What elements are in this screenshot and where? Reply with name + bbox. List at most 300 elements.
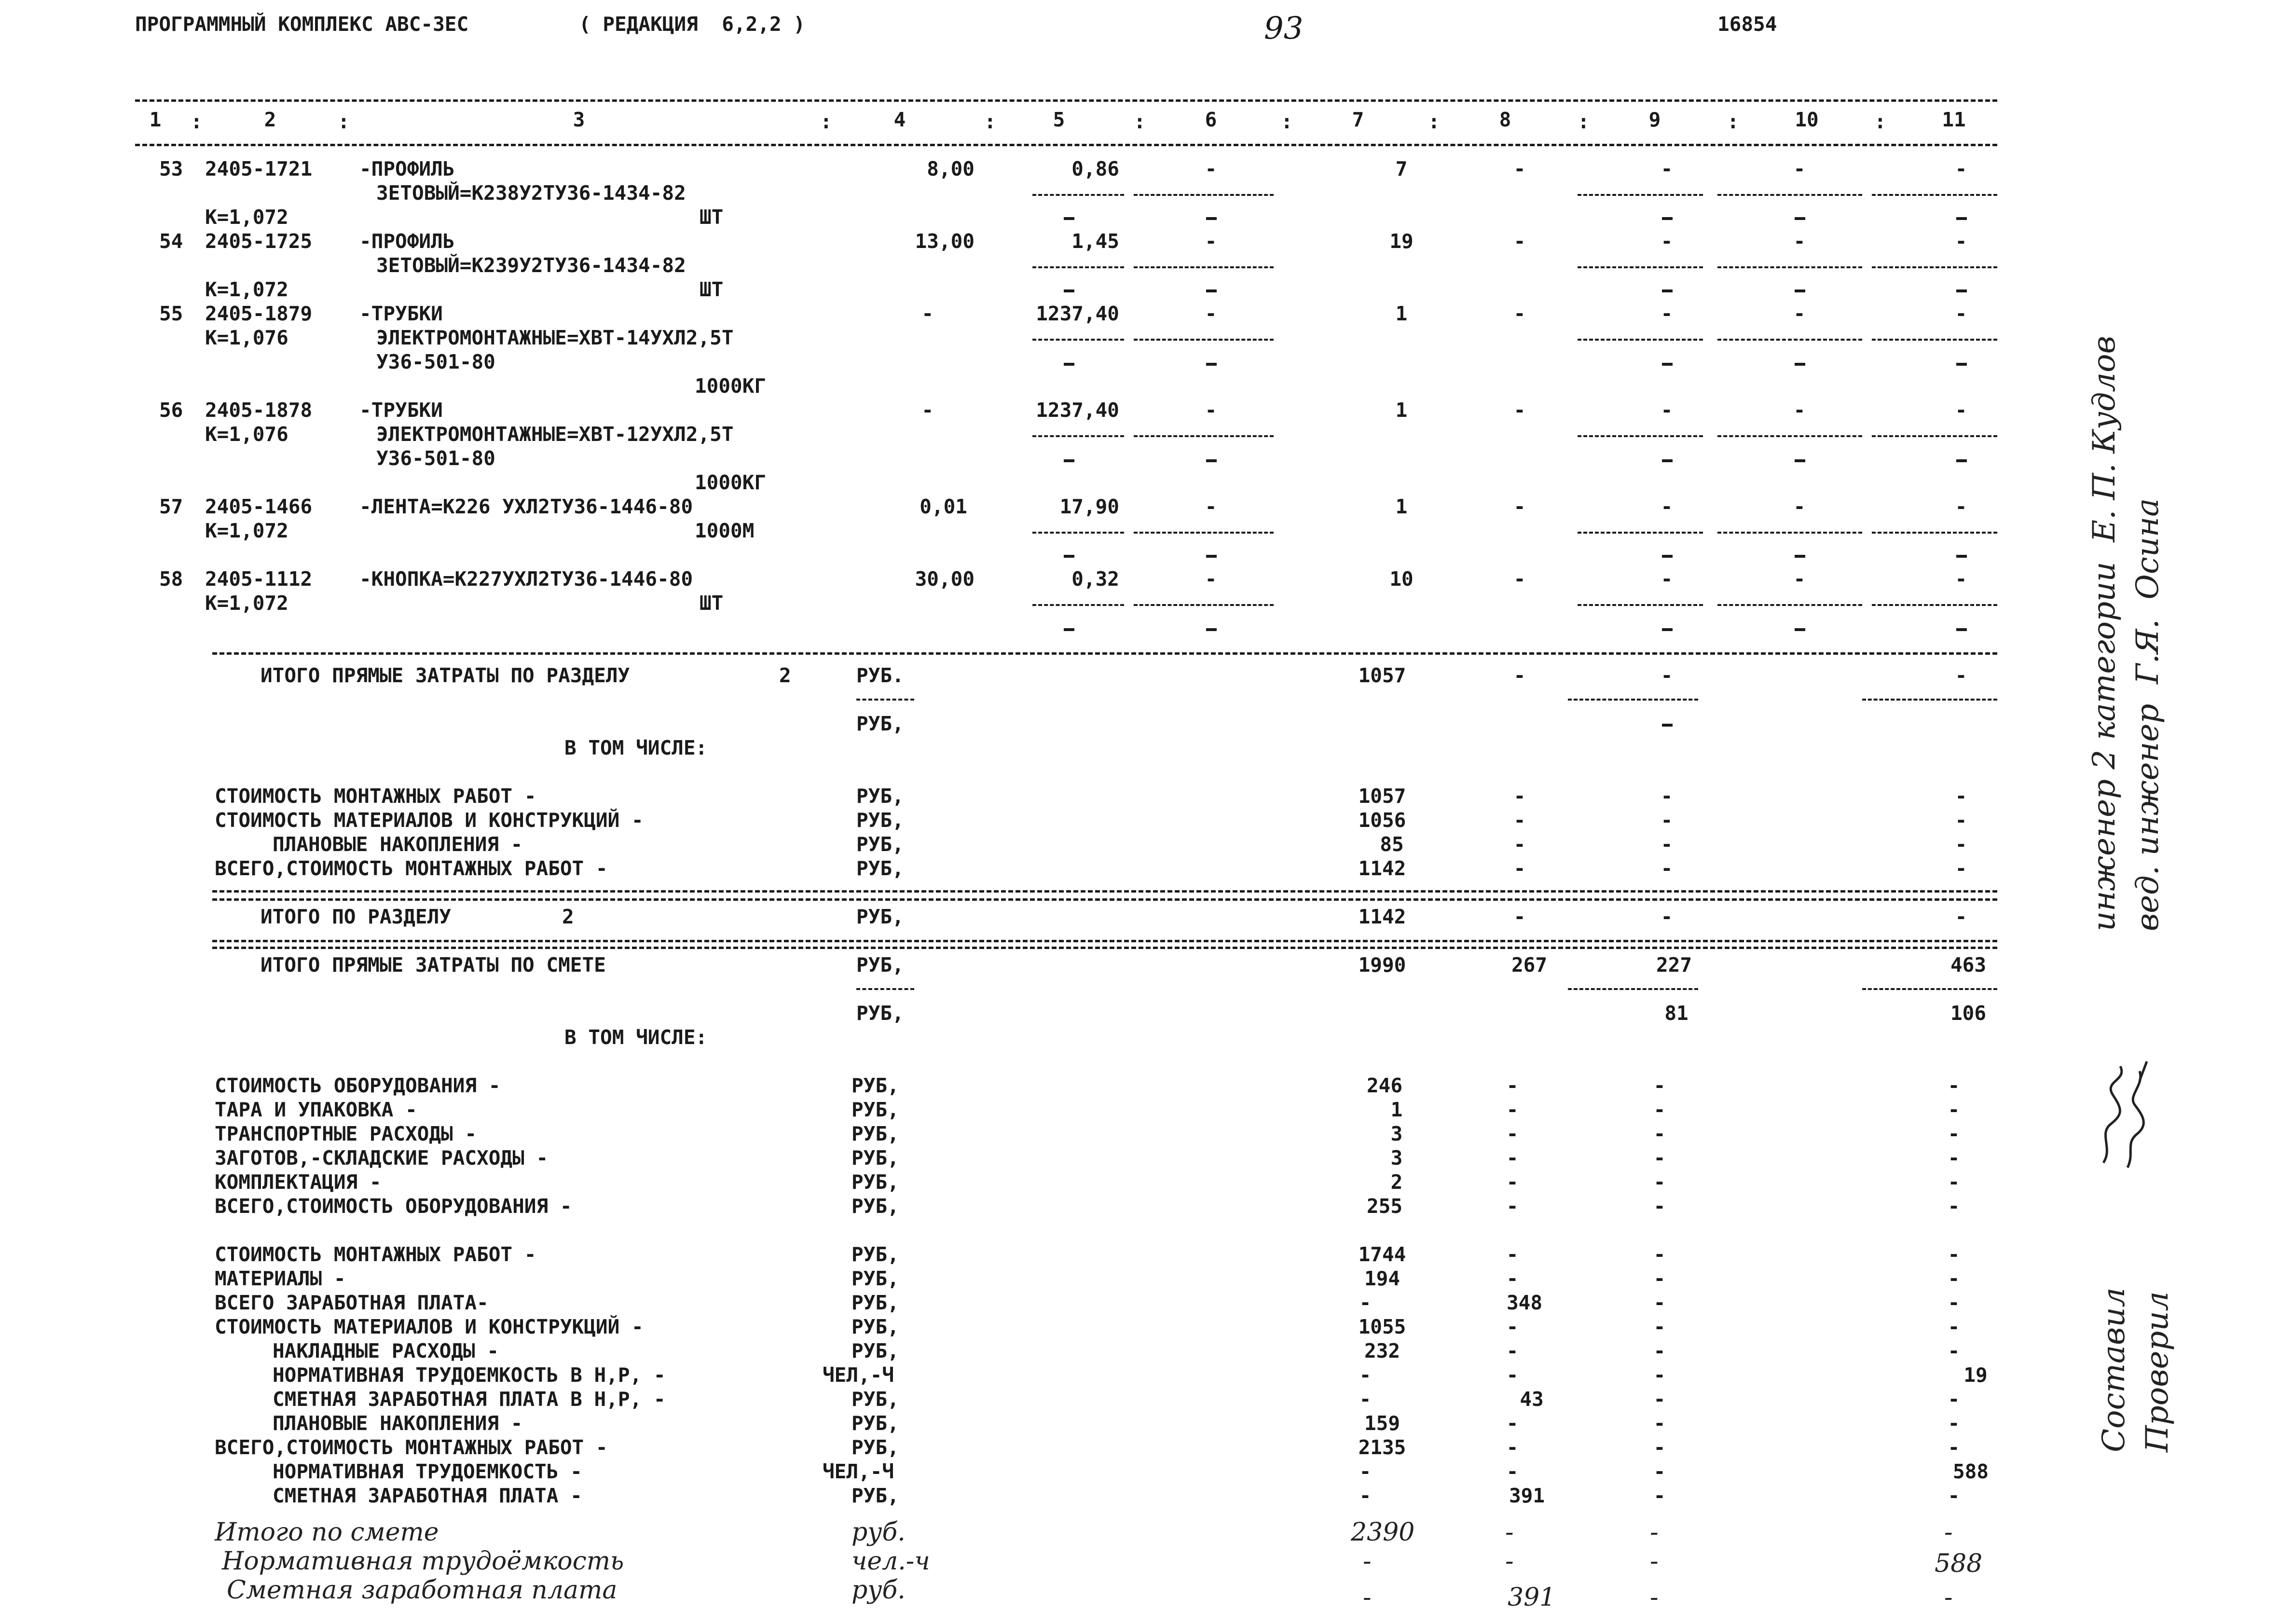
works-row-unit: РУБ, [851,1291,899,1314]
handwritten-row-label: Нормативная трудоёмкость [222,1547,624,1576]
section-row-label: СТОИМОСТЬ МОНТАЖНЫХ РАБОТ - [215,784,536,808]
cell-dash: - [1955,399,1967,422]
engineer-signature-line: инженер 2 категории Е. П. Кудлов [2087,336,2122,931]
works-row-c7: 2135 [1358,1436,1406,1459]
unit-rub: РУБ, [856,712,904,735]
cell-dash-mark [1956,628,1967,631]
cell-dash: - [1205,302,1217,325]
signature-mark [2094,1052,2152,1172]
works-row-label: НОРМАТИВНАЯ ТРУДОЕМКОСТЬ В Н,Р, - [273,1363,666,1387]
works-row-c8: - [1506,1267,1519,1290]
col-header-3: 3 [573,108,585,131]
cell-dash-mark [1795,628,1805,631]
works-row-c7: 159 [1364,1412,1400,1435]
estimate-direct-label: ИТОГО ПРЯМЫЕ ЗАТРАТЫ ПО СМЕТЕ [261,953,606,977]
cell-dash: - [1948,1170,1960,1194]
works-row-label: МАТЕРИАЛЫ - [215,1267,346,1290]
unit-rub: РУБ, [851,1170,899,1194]
works-row-unit: РУБ, [851,1484,899,1507]
cell-dash: - [1653,1363,1666,1387]
works-row-c8: - [1506,1243,1519,1266]
handwritten-row-c11: - [1944,1583,1953,1612]
cell-dash: - [1955,833,1967,856]
works-row-unit: ЧЕЛ,-Ч [823,1460,894,1483]
cell-dash: - [1661,495,1673,518]
sub-rule [856,699,914,701]
handwritten-row-unit: руб. [851,1518,906,1547]
works-row-c8: - [1506,1412,1519,1435]
item-price: 1237,40 [1036,302,1119,325]
col-header-8: 8 [1499,108,1511,131]
item-coefficient: К=1,076 [205,326,288,349]
sub-rule [1578,532,1703,534]
cell-dash: - [1661,230,1673,253]
item-name: -ТРУБКИ [359,399,443,422]
section-direct-label: ИТОГО ПРЯМЫЕ ЗАТРАТЫ ПО РАЗДЕЛУ [261,664,630,687]
cell-dash: - [1955,809,1967,832]
cell-dash: - [1661,302,1673,325]
sub-rule [1578,435,1703,437]
works-row-c7: - [1359,1388,1372,1411]
handwritten-row-c8: - [1505,1547,1514,1576]
cell-dash-mark [1206,459,1217,462]
cell-dash: - [1955,905,1967,928]
unit-rub: РУБ, [856,953,904,977]
cell-dash-mark [1064,289,1074,292]
cell-dash: - [1955,302,1967,325]
unit-rub: РУБ, [851,1195,899,1218]
cell-dash: - [1506,1146,1519,1170]
cell-dash: - [1948,1122,1960,1145]
works-row-unit: РУБ, [851,1243,899,1266]
estimate-direct-c8: 267 [1511,953,1548,977]
works-row-c7: 232 [1364,1339,1400,1363]
works-row-c8: 348 [1506,1291,1543,1314]
item-code: 2405-1879 [205,302,313,325]
works-row-c11: - [1948,1436,1960,1459]
unit-rub: РУБ, [851,1098,899,1121]
item-unit: 1000КГ [695,471,767,494]
sub-rule [1872,604,1997,606]
col-separator: : [191,110,203,133]
section-rule [212,898,1997,901]
item-name: -ПРОФИЛЬ [359,157,455,180]
cell-dash-mark [1206,628,1217,631]
cell-dash-mark [1956,289,1967,292]
works-row-label: НОРМАТИВНАЯ ТРУДОЕМКОСТЬ - [273,1460,582,1483]
cell-dash: - [1661,809,1673,832]
handwritten-row-label: Сметная заработная плата [227,1576,618,1605]
cell-dash: - [1793,302,1806,325]
sub-rule [1862,699,1997,701]
cell-dash: - [1948,1146,1960,1170]
cell-dash-mark [1795,459,1805,462]
cell-dash: - [1793,495,1806,518]
sub-rule [1032,532,1124,534]
works-row-c7: - [1359,1460,1372,1483]
item-code: 2405-1112 [205,567,313,591]
sub-rule [1872,532,1997,534]
cell-dash: - [1513,495,1526,518]
cell-dash: - [1653,1146,1666,1170]
works-row-c11: 588 [1952,1460,1989,1483]
col-header-2: 2 [264,108,276,131]
cell-dash-mark [1795,217,1805,220]
col-separator: : [1281,110,1293,133]
cell-dash-mark [1206,217,1217,220]
unit-rub: РУБ, [851,1122,899,1145]
cell-dash: - [1793,230,1806,253]
unit-rub: РУБ, [851,1074,899,1097]
cell-dash: - [1661,905,1673,928]
cell-dash-mark [1064,217,1074,220]
sub-rule [1578,604,1703,606]
section-row-value: 85 [1380,833,1404,856]
including-label: В ТОМ ЧИСЛЕ: [564,736,708,759]
sub-rule [1134,266,1274,268]
cell-dash: - [1793,567,1806,591]
item-price: 17,90 [1059,495,1119,518]
section-row-value: 1056 [1358,809,1406,832]
item-qty: - [921,302,934,325]
item-total: 7 [1395,157,1408,180]
col-header-11: 11 [1942,108,1966,131]
works-row-unit: РУБ, [851,1388,899,1411]
estimate-direct-c9: 227 [1656,953,1692,977]
works-row-c7: 1055 [1358,1315,1406,1338]
cell-dash: - [1513,833,1526,856]
cell-dash: - [1793,399,1806,422]
equipment-row-value: 2 [1390,1170,1403,1194]
cell-dash: - [1653,1170,1666,1194]
sub-rule [1568,988,1698,990]
cell-dash-mark [1956,555,1967,558]
item-total: 19 [1389,230,1414,253]
cell-dash: - [1506,1170,1519,1194]
handwritten-row-c11: - [1944,1518,1953,1547]
works-row-unit: РУБ, [851,1267,899,1290]
equipment-row-value: 3 [1390,1146,1403,1170]
unit-rub: РУБ, [856,857,904,880]
cell-dash: - [1513,664,1526,687]
section-row-label: ВСЕГО,СТОИМОСТЬ МОНТАЖНЫХ РАБОТ - [215,857,608,880]
item-unit: ШТ [700,278,724,301]
works-row-label: СМЕТНАЯ ЗАРАБОТНАЯ ПЛАТА - [273,1484,582,1507]
equipment-row-value: 255 [1366,1195,1403,1218]
cell-dash-mark [1795,555,1805,558]
cell-dash: - [1653,1315,1666,1338]
item-name-cont: ЗЕТОВЫЙ=К239У2ТУ36-1434-82 [376,254,686,277]
item-qty: 30,00 [915,567,975,591]
works-row-c11: - [1948,1412,1960,1435]
item-qty: 0,01 [920,495,967,518]
col-separator: : [1874,110,1886,133]
handwritten-row-label: Итого по смете [215,1518,439,1547]
item-coefficient: К=1,072 [205,206,288,229]
item-name: -ПРОФИЛЬ [359,230,455,253]
works-row-unit: РУБ, [851,1436,899,1459]
cell-dash: - [1653,1074,1666,1097]
cell-dash: - [1513,157,1526,180]
item-code: 2405-1466 [205,495,313,518]
section-row-value: 1142 [1358,857,1406,880]
equipment-row-label: ТАРА И УПАКОВКА - [215,1098,417,1121]
cell-dash: - [1955,784,1967,808]
sub-rule [1872,266,1997,268]
unit-rub: РУБ, [856,905,904,928]
handwritten-row-c9: - [1650,1547,1659,1576]
cell-dash: - [1661,833,1673,856]
col-header-10: 10 [1795,108,1819,131]
item-name-cont: У36-501-80 [376,350,495,373]
section-rule [212,652,1997,655]
cell-dash: - [1506,1195,1519,1218]
cell-dash-mark [1956,459,1967,462]
works-row-c11: - [1948,1267,1960,1290]
cell-dash: - [1205,230,1217,253]
cell-dash-mark [1206,289,1217,292]
item-qty: 13,00 [915,230,975,253]
unit-rub: РУБ, [851,1146,899,1170]
handwritten-row-c11: 588 [1935,1549,1983,1578]
works-row-c7: - [1359,1484,1372,1507]
cell-dash-mark [1206,363,1217,366]
cell-dash: - [1653,1267,1666,1290]
works-row-c7: - [1359,1291,1372,1314]
sub-rule [1717,194,1862,196]
equipment-row-label: ВСЕГО,СТОИМОСТЬ ОБОРУДОВАНИЯ - [215,1195,572,1218]
col-header-6: 6 [1205,108,1217,131]
col-header-7: 7 [1352,108,1364,131]
cell-dash: - [1948,1074,1960,1097]
cell-dash: - [1513,567,1526,591]
section-row-label: СТОИМОСТЬ МАТЕРИАЛОВ И КОНСТРУКЦИЙ - [215,809,644,832]
cell-dash-mark [1795,289,1805,292]
item-total: 1 [1395,399,1408,422]
cell-dash: - [1513,230,1526,253]
cell-dash: - [1513,399,1526,422]
equipment-row-label: ЗАГОТОВ,-СКЛАДСКИЕ РАСХОДЫ - [215,1146,549,1170]
cell-dash: - [1513,784,1526,808]
item-name-cont: ЗЕТОВЫЙ=К238У2ТУ36-1434-82 [376,181,686,205]
equipment-row-value: 246 [1366,1074,1403,1097]
section-number: 2 [779,664,791,687]
works-row-c7: - [1359,1363,1372,1387]
item-unit: ШТ [700,206,724,229]
item-name: -ЛЕНТА=К226 УХЛ2ТУ36-1446-80 [359,495,693,518]
item-price: 1,45 [1071,230,1119,253]
cell-dash: - [1955,857,1967,880]
item-name: -ТРУБКИ [359,302,443,325]
cell-dash: - [1653,1291,1666,1314]
cell-dash: - [1955,157,1967,180]
handwritten-row-unit: руб. [851,1576,906,1605]
item-unit: 1000М [695,519,755,542]
cell-dash-mark [1795,363,1805,366]
including-label: В ТОМ ЧИСЛЕ: [564,1026,708,1049]
col-header-5: 5 [1053,108,1065,131]
sub-rule [1032,194,1124,196]
cell-dash: - [1955,567,1967,591]
col-header-1: 1 [149,108,162,131]
compiled-by-label: Составил [2096,1287,2132,1452]
cell-dash: - [1955,495,1967,518]
col-header-9: 9 [1648,108,1661,131]
item-no: 53 [159,157,183,180]
sub-rule [1862,988,1997,990]
handwritten-row-unit: чел.-ч [851,1547,930,1576]
item-no: 54 [159,230,183,253]
section-total-label: ИТОГО ПО РАЗДЕЛУ [261,905,451,928]
col-header-4: 4 [893,108,906,131]
sub-rule [1134,532,1274,534]
item-code: 2405-1878 [205,399,313,422]
sub-rule [856,988,914,990]
item-price: 0,86 [1071,157,1119,180]
estimate-sub-c9: 81 [1664,1002,1689,1025]
works-row-c8: - [1506,1339,1519,1363]
item-total: 1 [1395,302,1408,325]
works-row-label: НАКЛАДНЫЕ РАСХОДЫ - [273,1339,499,1363]
cell-dash-mark [1064,459,1074,462]
works-row-unit: РУБ, [851,1339,899,1363]
works-row-label: СТОИМОСТЬ МОНТАЖНЫХ РАБОТ - [215,1243,536,1266]
item-no: 55 [159,302,183,325]
sub-rule [1032,339,1124,341]
section-rule [212,940,1997,942]
header-bottom-rule [135,144,1997,146]
cell-dash: - [1955,230,1967,253]
cell-dash: - [1955,664,1967,687]
sub-rule [1134,604,1274,606]
cell-dash-mark [1662,628,1673,631]
section-total-value: 1142 [1358,905,1406,928]
section-row-label: ПЛАНОВЫЕ НАКОПЛЕНИЯ - [273,833,523,856]
estimate-direct-c7: 1990 [1358,953,1406,977]
unit-rub: РУБ, [856,1002,904,1025]
cell-dash: - [1513,302,1526,325]
unit-rub: РУБ, [856,833,904,856]
sub-rule [1134,339,1274,341]
works-row-label: ПЛАНОВЫЕ НАКОПЛЕНИЯ - [273,1412,523,1435]
col-separator: : [984,110,996,133]
cell-dash-mark [1064,555,1074,558]
section-direct-total: 1057 [1358,664,1406,687]
table-top-rule [135,99,1997,102]
section-number: 2 [562,905,574,928]
cell-dash-mark [1662,459,1673,462]
unit-rub: РУБ, [856,784,904,808]
estimate-sub-c11: 106 [1950,1002,1987,1025]
col-separator: : [1428,110,1440,133]
cell-dash: - [1205,495,1217,518]
item-name-cont: ЭЛЕКТРОМОНТАЖНЫЕ=ХВТ-12УХЛ2,5Т [376,423,734,446]
cell-dash: - [1513,857,1526,880]
cell-dash: - [1205,157,1217,180]
works-row-label: ВСЕГО,СТОИМОСТЬ МОНТАЖНЫХ РАБОТ - [215,1436,608,1459]
works-row-unit: РУБ, [851,1315,899,1338]
works-row-c11: - [1948,1484,1960,1507]
item-name-cont: У36-501-80 [376,447,495,470]
cell-dash-mark [1662,363,1673,366]
cell-dash: - [1653,1122,1666,1145]
works-row-c11: - [1948,1243,1960,1266]
cell-dash: - [1793,157,1806,180]
sub-rule [1872,435,1997,437]
col-separator: : [1134,110,1146,133]
col-separator: : [338,110,350,133]
equipment-row-value: 1 [1390,1098,1403,1121]
item-qty: 8,00 [927,157,975,180]
sub-rule [1134,194,1274,196]
item-name-cont: ЭЛЕКТРОМОНТАЖНЫЕ=ХВТ-14УХЛ2,5Т [376,326,734,349]
works-row-c11: - [1948,1339,1960,1363]
cell-dash: - [1661,567,1673,591]
handwritten-row-c7: 2390 [1351,1518,1415,1547]
sub-rule [1578,266,1703,268]
sub-rule [1032,604,1124,606]
cell-dash: - [1653,1412,1666,1435]
cell-dash: - [1205,567,1217,591]
cell-dash: - [1948,1098,1960,1121]
sub-rule [1578,339,1703,341]
cell-dash: - [1653,1460,1666,1483]
item-unit: ШТ [700,592,724,615]
cell-dash-mark [1662,289,1673,292]
cell-dash: - [1653,1098,1666,1121]
cell-dash: - [1653,1195,1666,1218]
item-no: 57 [159,495,183,518]
cell-dash: - [1506,1122,1519,1145]
works-row-c7: 1744 [1358,1243,1406,1266]
cell-dash: - [1653,1388,1666,1411]
edition-label: ( РЕДАКЦИЯ 6,2,2 ) [579,13,805,36]
item-price: 0,32 [1071,567,1119,591]
works-row-c8: 391 [1509,1484,1545,1507]
lead-engineer-signature-line: вед. инженер Г.Я. Осина [2130,498,2166,931]
works-row-c7: 194 [1364,1267,1400,1290]
works-row-c8: - [1506,1315,1519,1338]
sub-rule [1717,435,1862,437]
estimate-direct-c11: 463 [1950,953,1987,977]
cell-dash: - [1506,1074,1519,1097]
item-coefficient: К=1,072 [205,278,288,301]
cell-dash: - [1948,1195,1960,1218]
checked-by-label: Проверил [2140,1291,2175,1452]
item-coefficient: К=1,076 [205,423,288,446]
sub-rule [1717,604,1862,606]
equipment-row-label: СТОИМОСТЬ ОБОРУДОВАНИЯ - [215,1074,501,1097]
cell-dash: - [1506,1098,1519,1121]
item-no: 56 [159,399,183,422]
cell-dash: - [1513,905,1526,928]
works-row-c8: - [1506,1436,1519,1459]
equipment-row-label: КОМПЛЕКТАЦИЯ - [215,1170,382,1194]
section-rule [212,890,1997,893]
item-unit: 1000КГ [695,374,767,398]
sub-rule [1032,266,1124,268]
item-total: 10 [1389,567,1414,591]
program-title: ПРОГРАММНЫЙ КОМПЛЕКС АВС-3ЕС [135,13,469,36]
cell-dash: - [1653,1436,1666,1459]
item-coefficient: К=1,072 [205,592,288,615]
works-row-c8: - [1506,1460,1519,1483]
works-row-c11: - [1948,1388,1960,1411]
handwritten-row-c9: - [1650,1518,1659,1547]
works-row-c8: 43 [1520,1388,1544,1411]
page-number: 93 [1264,11,1304,46]
sub-rule [1872,194,1997,196]
